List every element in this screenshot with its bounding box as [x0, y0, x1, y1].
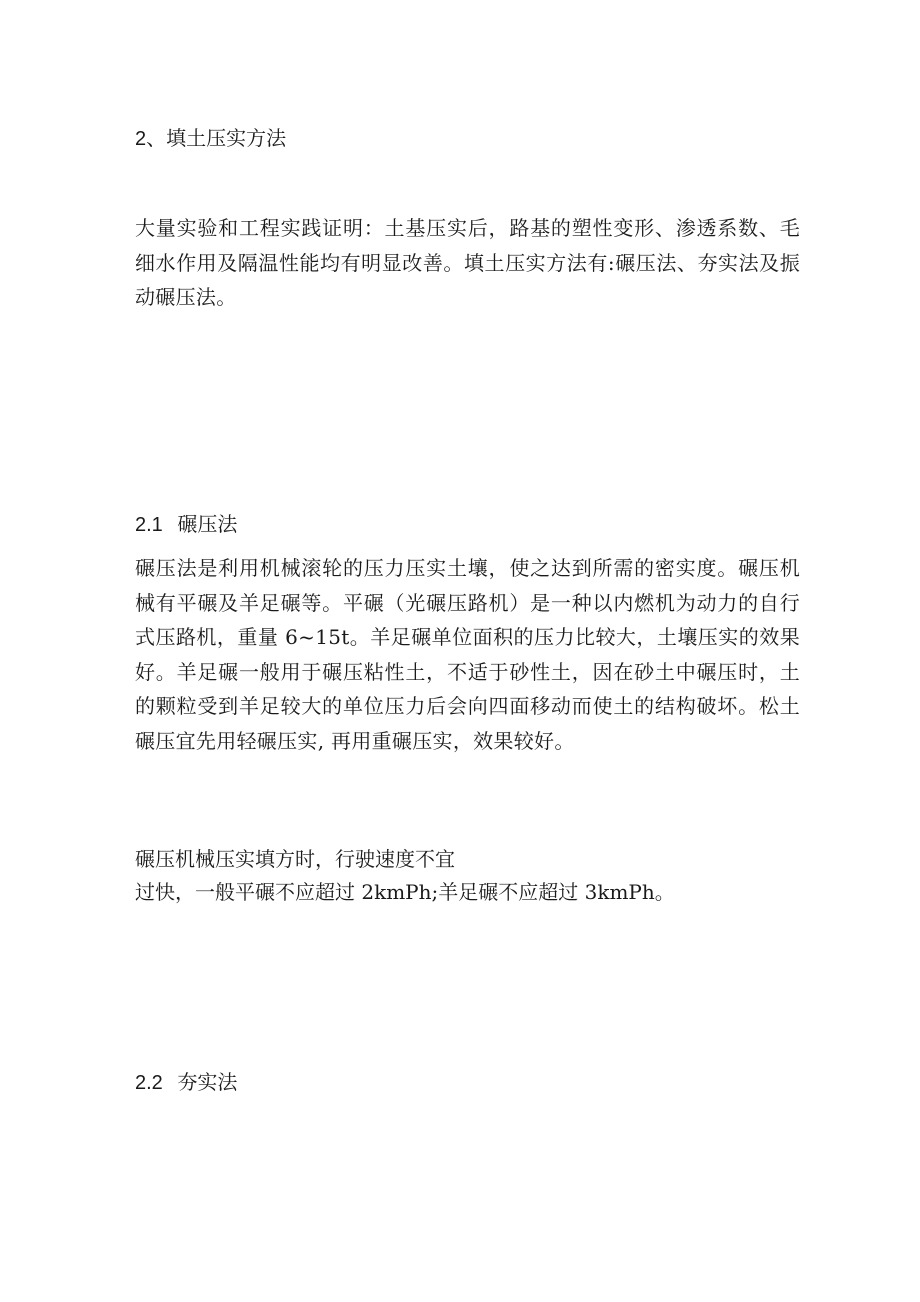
section-2-1-body: 碾压法是利用机械滚轮的压力压实土壤，使之达到所需的密实度。碾压机械有平碾及羊足碾等。平碾（光碾压路机）是一种以内燃机为动力的自行式压路机，重量 6~15t。羊足碾单位面积的压力比较大，土壤压实的效果好。羊足碾一般用于碾压粘性土，不适于砂性土，因在砂土中碾压时，土的颗粒受到羊足较大的单位压力后会向四面移动而使土的结构破坏。松土碾压宜先用轻碾压实, 再用重碾压实，效果较好。	[135, 556, 800, 753]
section-2-title: 填土压实方法	[166, 126, 287, 150]
section-2-1-title: 碾压法	[177, 512, 238, 536]
section-2-2-number: 2.2	[135, 1072, 163, 1094]
section-2-1-line-b: 过快，一般平碾不应超过 2kmPh;羊足碾不应超过 3kmPh。	[135, 880, 675, 904]
section-2-separator: 、	[146, 126, 167, 150]
section-2-1-heading	[135, 510, 800, 539]
section-2-heading	[135, 124, 800, 153]
section-2-number: 2	[135, 128, 147, 150]
section-2-2-heading	[135, 1068, 800, 1097]
intro-paragraph: 大量实验和工程实践证明：土基压实后，路基的塑性变形、渗透系数、毛细水作用及隔温性能均有明显改善。填土压实方法有:碾压法、夯实法及振动碾压法。	[135, 216, 800, 309]
section-2-1-number: 2.1	[135, 514, 163, 536]
section-2-1-line-a: 碾压机械压实填方时，行驶速度不宜	[135, 847, 455, 871]
section-2-2-title: 夯实法	[177, 1070, 238, 1094]
